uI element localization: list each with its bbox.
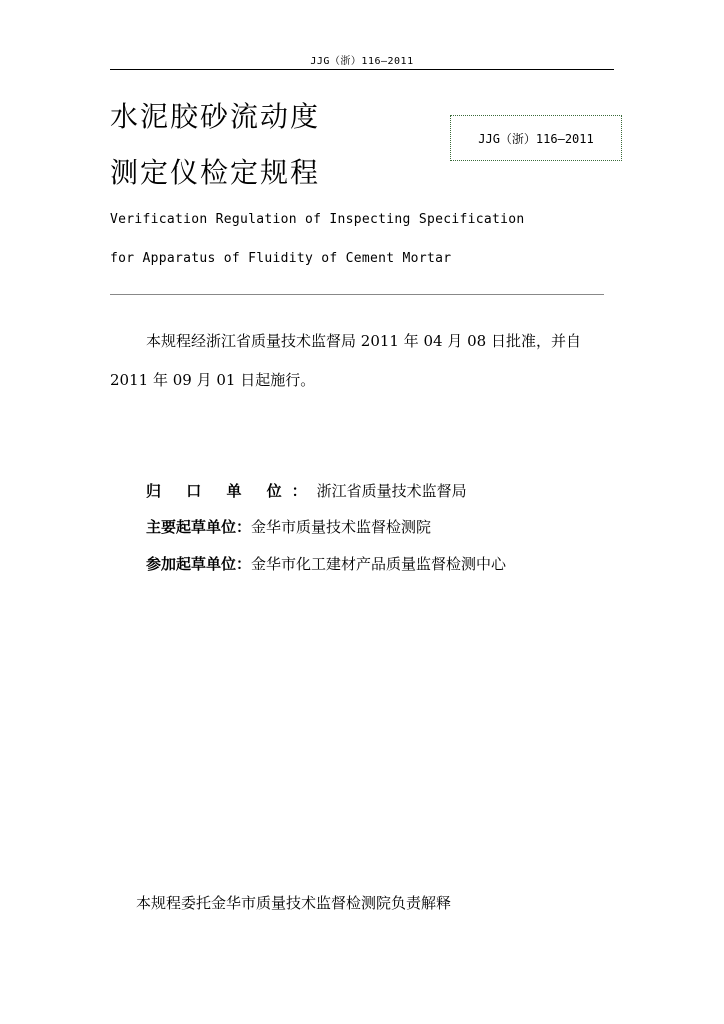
org-label: 归 口 单 位：: [146, 482, 317, 500]
english-title-line-2: for Apparatus of Fluidity of Cement Mortar: [110, 251, 452, 266]
org-value: 浙江省质量技术监督局: [316, 482, 467, 500]
org-row-main-drafter: [146, 516, 431, 537]
regulation-code: JJG（浙）116—2011: [478, 131, 594, 146]
org-row-participating-drafter: [146, 553, 506, 574]
page-header-code: JJG（浙）116—2011: [310, 56, 414, 67]
english-title-line-1: Verification Regulation of Inspecting Specification: [110, 212, 525, 227]
org-value: 金华市质量技术监督检测院: [251, 518, 432, 536]
org-row-responsible: [146, 480, 467, 501]
interpretation-note: 本规程委托金华市质量技术监督检测院负责解释: [136, 894, 452, 912]
org-label: 参加起草单位：: [146, 555, 252, 573]
approval-text: 本规程经浙江省质量技术监督局 2011 年 04 月 08 日批准，并自 2011 年 09 月 01 日起施行。: [110, 332, 581, 389]
org-value: 金华市化工建材产品质量监督检测中心: [251, 555, 507, 573]
document-title-line-1: 水泥胶砂流动度: [110, 100, 321, 133]
regulation-code-box: [450, 115, 622, 161]
header-rule: [110, 69, 614, 70]
org-label: 主要起草单位：: [146, 518, 252, 536]
approval-paragraph: [110, 322, 620, 400]
separator-rule: [110, 294, 604, 295]
document-title-line-2: 测定仪检定规程: [110, 156, 321, 189]
